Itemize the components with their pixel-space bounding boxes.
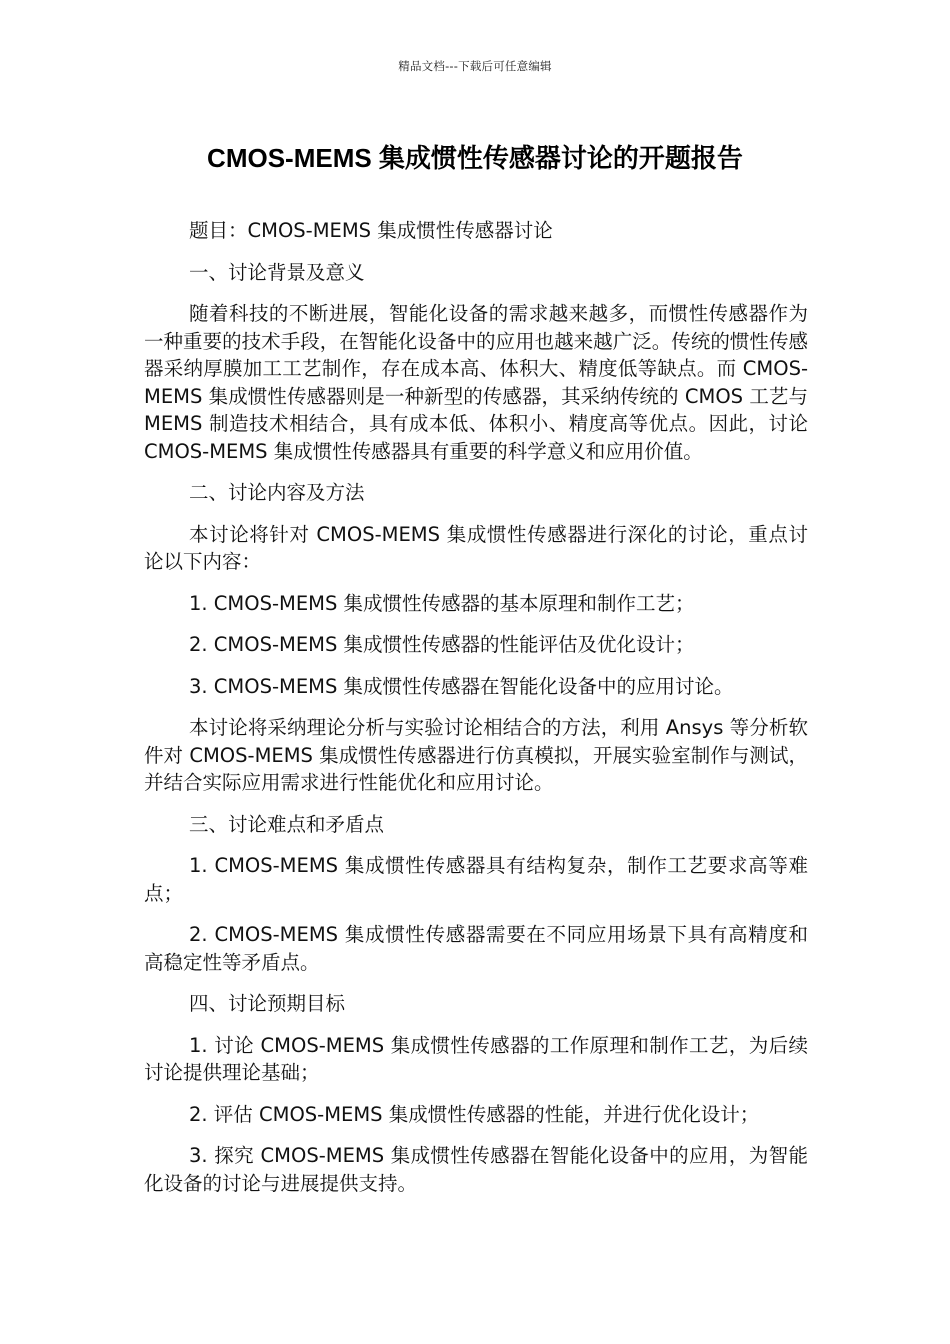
content-intro-paragraph: 本讨论将针对 CMOS-MEMS 集成惯性传感器进行深化的讨论，重点讨论以下内容： <box>144 522 808 573</box>
content-list-item: 1. CMOS-MEMS 集成惯性传感器的基本原理和制作工艺； <box>189 591 695 615</box>
header-note: 精品文档---下载后可任意编辑 <box>398 59 552 73</box>
content-list-item: 3. CMOS-MEMS 集成惯性传感器在智能化设备中的应用讨论。 <box>189 674 734 698</box>
content-list-item: 2. CMOS-MEMS 集成惯性传感器的性能评估及优化设计； <box>189 633 695 656</box>
section-heading-content: 二、讨论内容及方法 <box>189 481 365 504</box>
section-heading-difficulties: 三、讨论难点和矛盾点 <box>189 812 385 836</box>
document-title: CMOS-MEMS 集成惯性传感器讨论的开题报告 <box>207 143 743 173</box>
background-paragraph: 随着科技的不断进展，智能化设备的需求越来越多，而惯性传感器作为一种重要的技术手段，在智能化设备中的应用也越来越广泛。传统的惯性传感器采纳厚膜加工工艺制作，存在成本高、体积大、精度低等缺点。而 CMOS-MEMS 集成惯性传感器则是一种新型的传感器，其采纳传统的 CMOS 工艺与 MEMS 制造技术相结合，具有成本低、体积小、精度高等优点。因此，讨论 CMOS-MEMS 集成惯性传感器具有重要的科学意义和应用价值。 <box>144 302 808 463</box>
topic-line: 题目：CMOS-MEMS 集成惯性传感器讨论 <box>189 219 553 242</box>
section-heading-background: 一、讨论背景及意义 <box>189 260 365 284</box>
goal-list-item: 3. 探究 CMOS-MEMS 集成惯性传感器在智能化设备中的应用，为智能化设备的讨论与进展提供支持。 <box>144 1144 808 1195</box>
goal-list-item: 1. 讨论 CMOS-MEMS 集成惯性传感器的工作原理和制作工艺，为后续讨论提供理论基础； <box>144 1033 808 1084</box>
difficulty-list-item: 2. CMOS-MEMS 集成惯性传感器需要在不同应用场景下具有高精度和高稳定性等矛盾点。 <box>144 923 808 974</box>
section-heading-goals: 四、讨论预期目标 <box>189 992 346 1015</box>
difficulty-list-item: 1. CMOS-MEMS 集成惯性传感器具有结构复杂，制作工艺要求高等难点； <box>144 854 808 905</box>
goal-list-item: 2. 评估 CMOS-MEMS 集成惯性传感器的性能，并进行优化设计； <box>189 1102 760 1126</box>
method-paragraph: 本讨论将采纳理论分析与实验讨论相结合的方法，利用 Ansys 等分析软件对 CMOS-MEMS 集成惯性传感器进行仿真模拟，开展实验室制作与测试，并结合实际应用需求进行性能优化和应用讨论。 <box>144 716 808 794</box>
document-body <box>144 217 808 1211</box>
